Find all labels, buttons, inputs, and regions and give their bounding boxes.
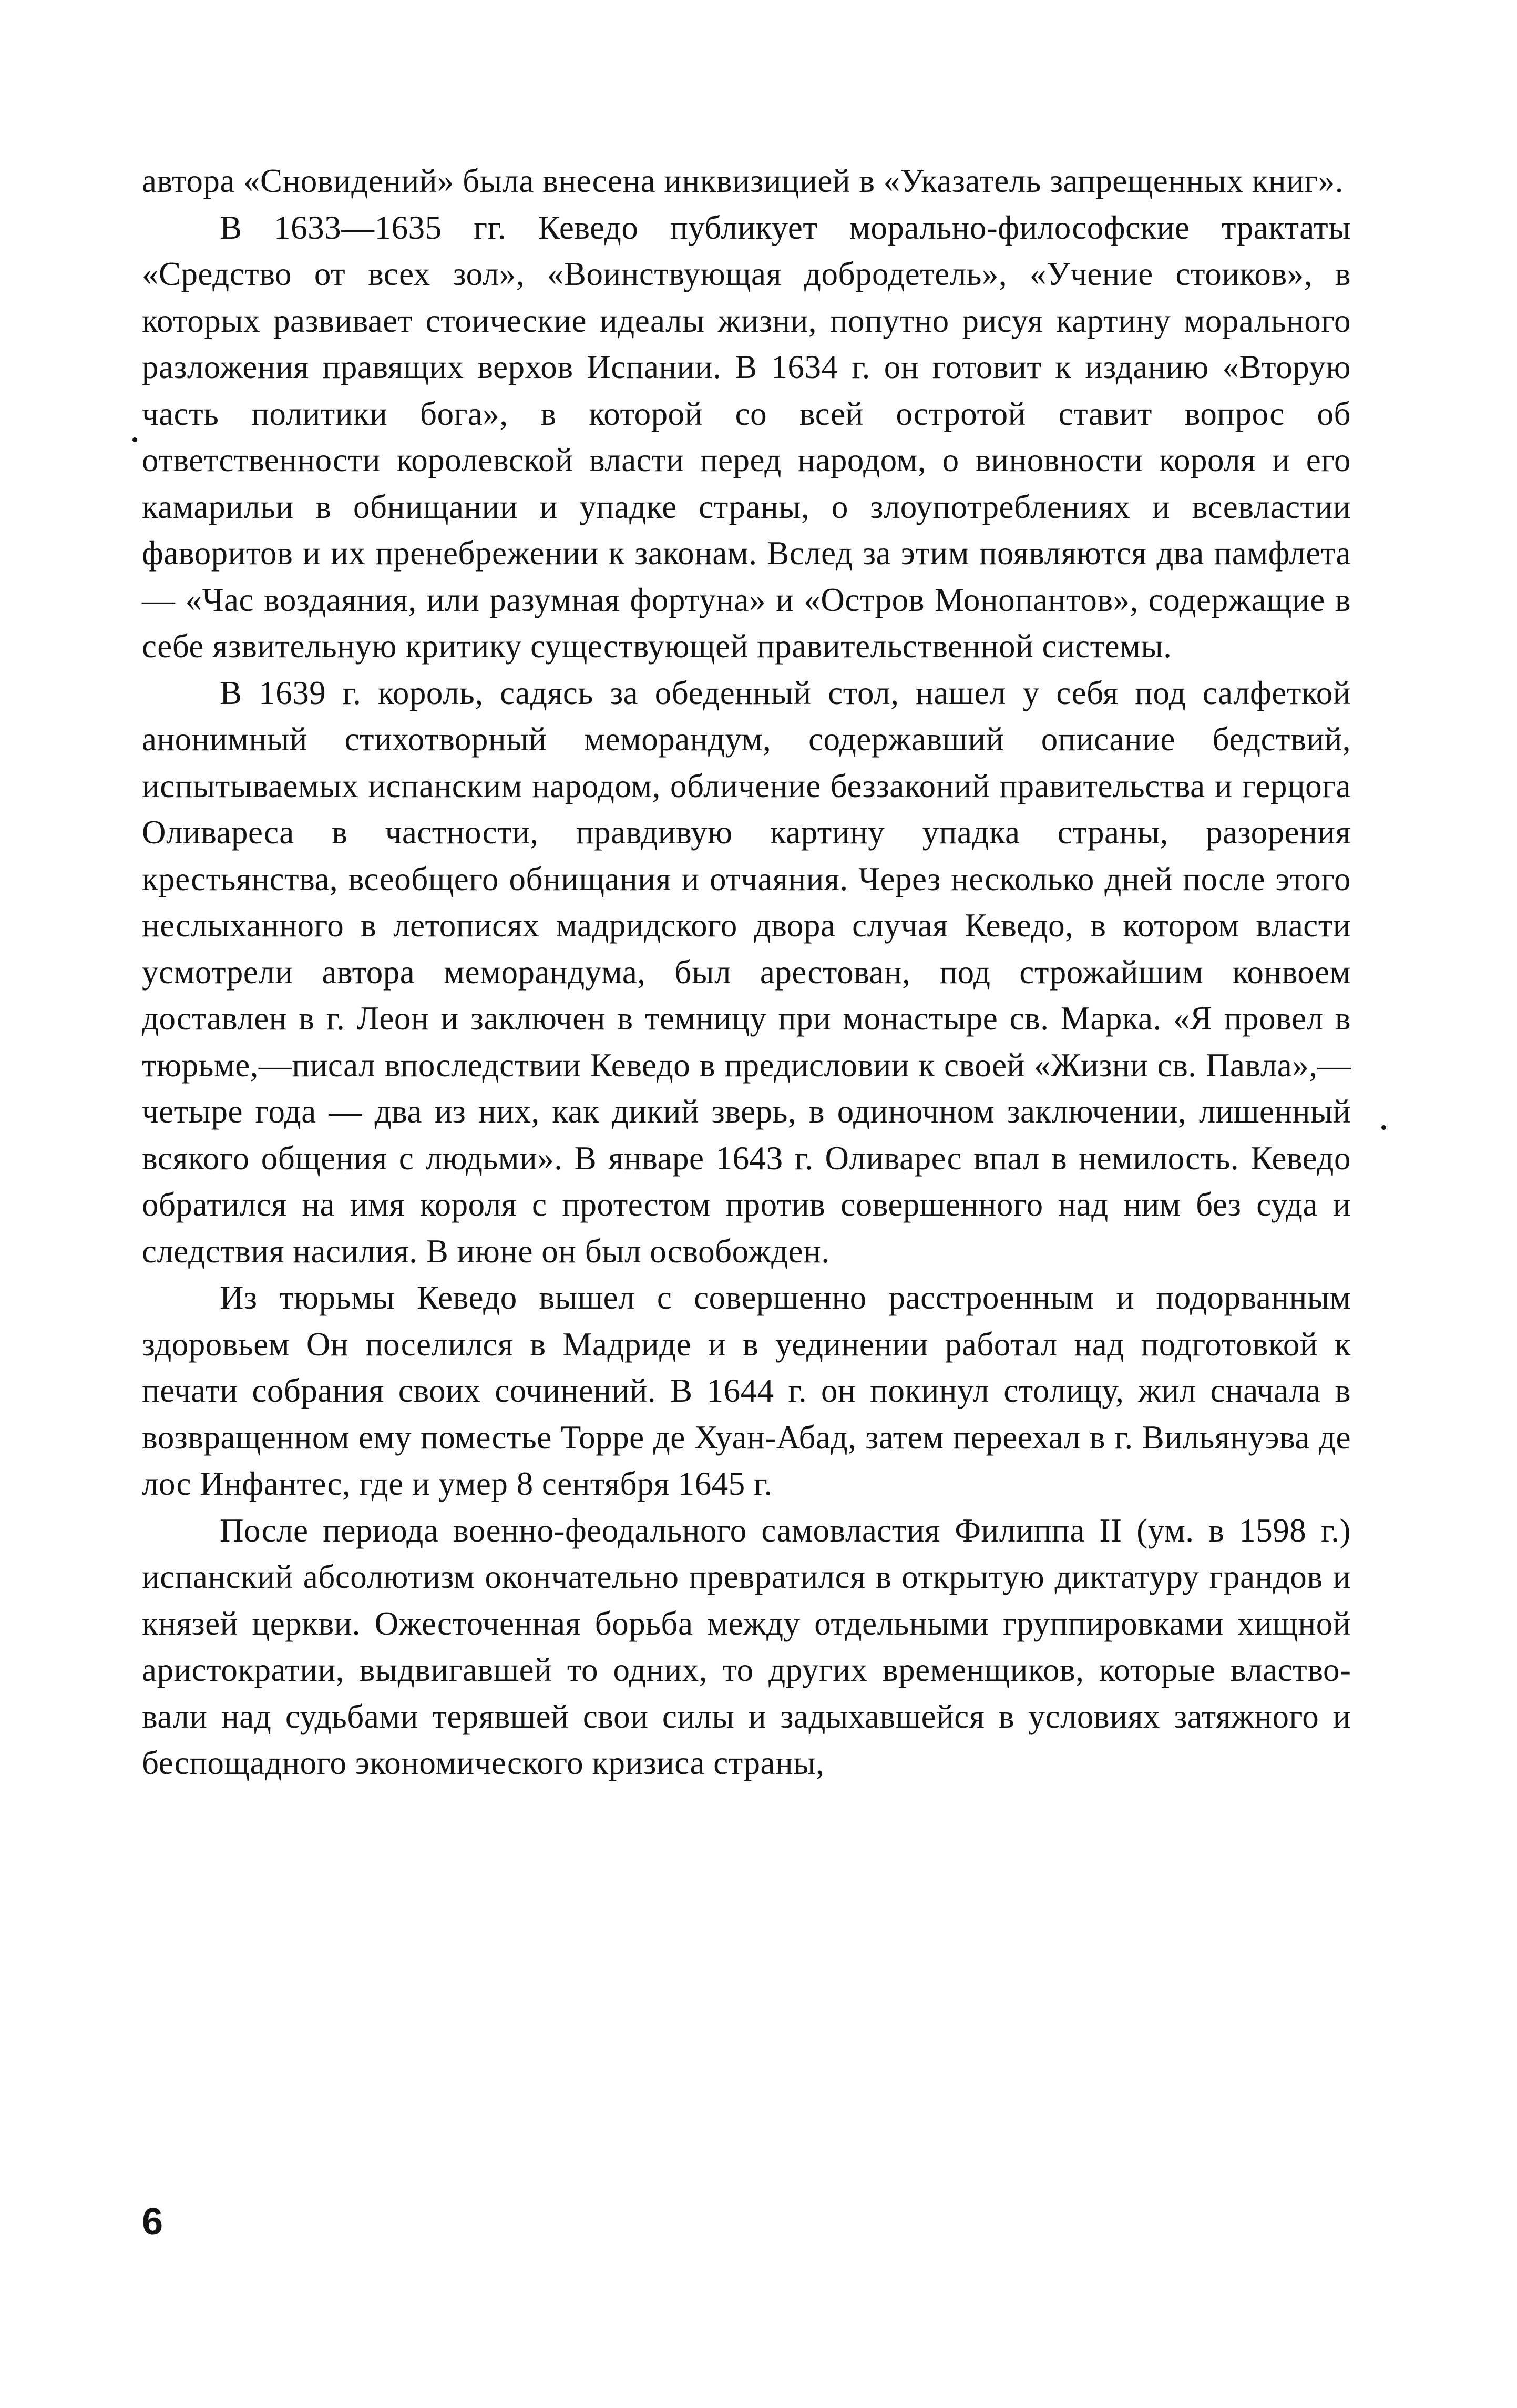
paragraph-1633: В 1633—1635 гг. Кеведо публикует морально-философские трактаты «Средство от всех зол», «Воинствующая добродетель», «Учение стоиков», в которых развивает стоические идеалы жизни, попутно рисуя картину морального разложения правящих верхов Испании. В 1634 г. он готовит к изданию «Вторую часть политики бога», в которой со всей остротой ставит вопрос об ответственности королевской власти перед народом, о виновности короля и его камарильи в обнищании и упадке страны, о злоупотреблениях и всевластии фаворитов и их пренебрежении к законам. Вслед за этим появляются два памфлета — «Час воздаяния, или разумная фортуна» и «Остров Монопантов», содержащие в себе язвительную критику существующей правительственной системы. <box>142 209 1351 665</box>
paragraph-philip-ii: После периода военно-феодального самовластия Филиппа II (ум. в 1598 г.) испанский абсолютизм окончательно превратился в открытую диктатуру грандов и князей церкви. Ожесточенная борьба между отдельными группировками хищной аристократии, выдвигавшей то одних, то других временщиков, которые властвовали над судьбами терявшей свои силы и задыхавшейся в условиях затяжного и беспощадного экономического кризиса страны, <box>142 1512 1351 1781</box>
page-body <box>142 158 1351 1787</box>
page-number: 6 <box>142 2201 163 2243</box>
paragraph-continuation: автора «Сновидений» была внесена инквизицией в «Указатель запрещенных книг». <box>142 162 1344 199</box>
scan-speck <box>1381 1125 1386 1130</box>
paragraph-prison-release: Из тюрьмы Кеведо вышел с совершенно расстроенным и подорванным здоровьем Он поселился в Мадриде и в уединении работал над подготовкой к печати собрания своих сочинений. В 1644 г. он покинул столицу, жил сначала в возвращенном ему поместье Торре де Хуан-Абад, затем переехал в г. Вильянуэва де лос Инфантес, где и умер 8 сентября 1645 г. <box>142 1279 1351 1502</box>
text-block <box>142 158 1351 1787</box>
scan-speck <box>132 437 137 442</box>
paragraph-1639: В 1639 г. король, садясь за обеденный стол, нашел у себя под салфеткой анонимный стихотворный меморандум, содержавший описание бедствий, испытываемых испанским народом, обличение беззаконий правительства и герцога Оливареса в частности, правдивую картину упадка страны, разорения крестьянства, всеобщего обнищания и отчаяния. Через несколько дней после этого неслыханного в летописях мадридского двора случая Кеведо, в котором власти усмотрели автора меморандума, был арестован, под строжайшим конвоем доставлен в г. Леон и заключен в темницу при монастыре св. Марка. «Я провел в тюрьме,—писал впоследствии Кеведо в предисловии к своей «Жизни св. Павла»,— четыре года — два из них, как дикий зверь, в одиночном заключении, лишенный всякого общения с людьми». В январе 1643 г. Оливарес впал в немилость. Кеведо обратился на имя короля с протестом против совершенного над ним без суда и следствия насилия. В июне он был освобожден. <box>142 674 1351 1270</box>
